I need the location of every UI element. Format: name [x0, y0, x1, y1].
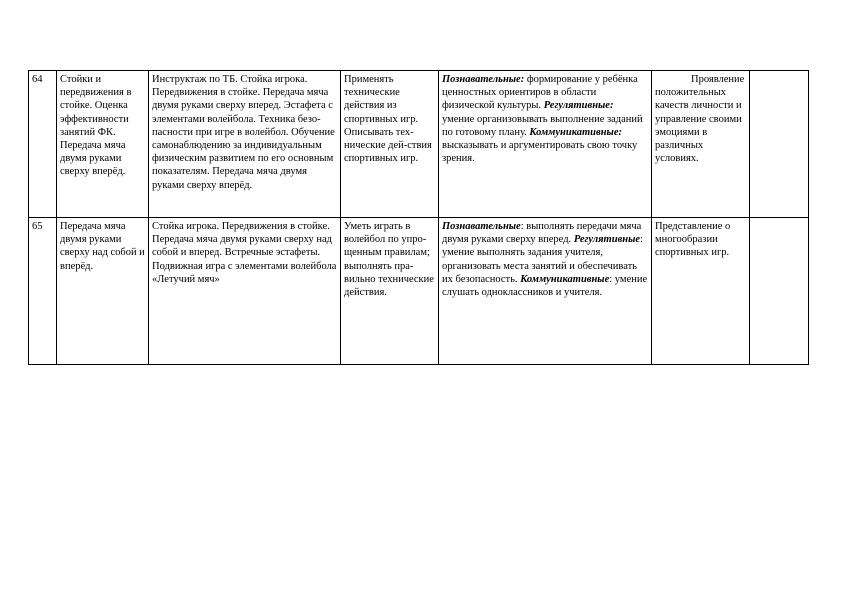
uud-label-cognitive: Познавательные — [442, 221, 521, 232]
lesson-number: 65 — [29, 218, 57, 365]
subject-results: Уметь играть в волейбол по упро-щенным правилам; выполнять пра-вильно технические действия. — [341, 218, 439, 365]
personal-results: Представление о многообразии спортивных игр. — [652, 218, 750, 365]
personal-results-text: Проявление положительных качеств личности и управление своими эмоциями в различных условиях. — [655, 74, 745, 165]
uud-text-communicative: : умение слушать одноклассников и учителя. — [442, 273, 648, 299]
empty-cell — [750, 218, 809, 365]
table-row — [29, 71, 809, 218]
uud-cell — [439, 218, 652, 365]
lesson-topic: Стойки и передвижения в стойке. Оценка эффективности занятий ФК. Передача мяча двумя руками сверху вперёд. — [57, 71, 149, 218]
uud-label-cognitive: Познавательные: — [442, 74, 525, 85]
uud-text-regulatory: умение организовывать выполнение заданий по готовому плану. — [442, 113, 643, 138]
personal-results — [652, 71, 750, 218]
table-row — [29, 218, 809, 365]
uud-label-communicative: Коммуникативные — [520, 273, 610, 285]
uud-text-communicative: высказывать и аргументировать свою точку зрения. — [442, 140, 638, 165]
uud-cell — [439, 71, 652, 218]
lesson-topic: Передача мяча двумя руками сверху над собой и вперёд. — [57, 218, 149, 365]
uud-label-regulatory: Регулятивные — [573, 234, 641, 246]
empty-cell — [750, 71, 809, 218]
lesson-content: Стойка игрока. Передвижения в стойке. Передача мяча двумя руками сверху над собой и вперед. Встречные эстафеты. Подвижная игра с элементами волейбола «Летучий мяч» — [149, 218, 341, 365]
uud-text-cognitive: формирование у ребёнка ценностных ориентиров в области физической культуры. — [442, 74, 638, 112]
lesson-plan-table — [28, 70, 809, 365]
lesson-content: Инструктаж по ТБ. Стойка игрока. Передвижения в стойке. Передача мяча двумя руками сверху вперед. Эстафета с элементами волейбола. Техника безо-пасности при игре в волейбол. Обучение самонаблюдению за индивидуальным физическим развитием по его основным показателям. Передача мяча двумя руками сверху вперёд. — [149, 71, 341, 218]
uud-text-regulatory: : умение выполнять задания учителя, организовать места занятий и обеспечивать их безопасность. — [442, 234, 643, 285]
uud-text-cognitive: : выполнять передачи мяча двумя руками сверху вперед. — [442, 221, 642, 246]
uud-label-regulatory: Регулятивные: — [543, 100, 614, 112]
lesson-number: 64 — [29, 71, 57, 218]
uud-label-communicative: Коммуникативные: — [529, 126, 622, 138]
subject-results: Применять технические действия из спортивных игр. Описывать тех-нические дей-ствия спортивных игр. — [341, 71, 439, 218]
